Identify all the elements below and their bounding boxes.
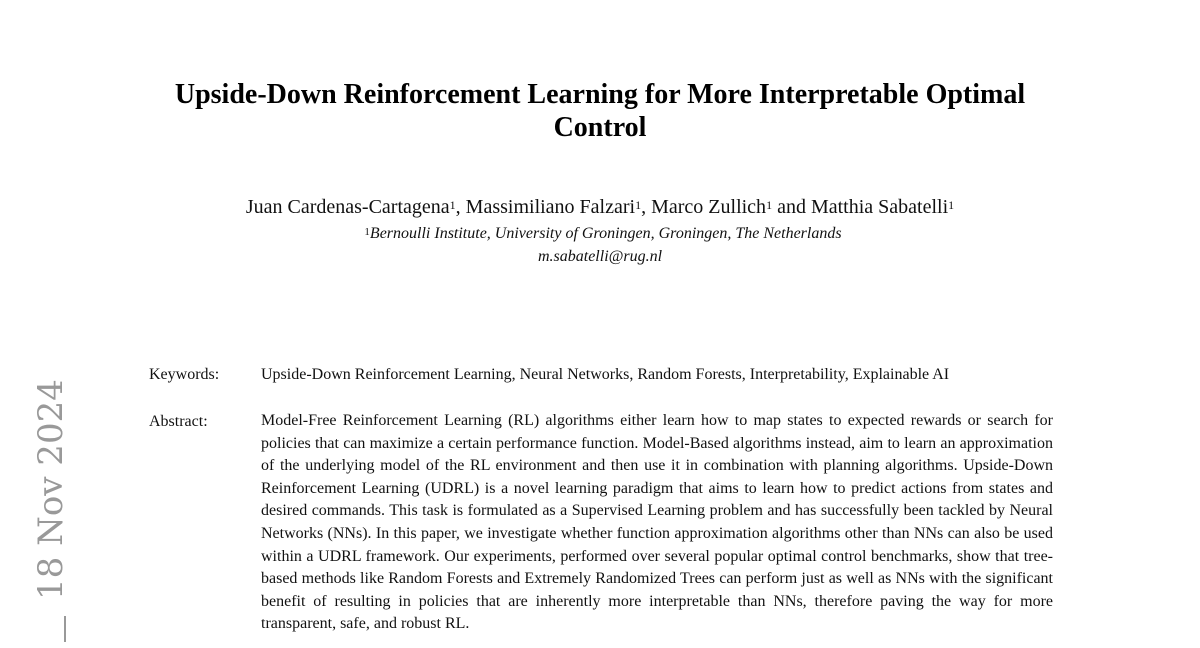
author-name: Massimiliano Falzari	[465, 196, 636, 218]
author-list	[150, 195, 1050, 219]
keywords-text: Upside-Down Reinforcement Learning, Neural Networks, Random Forests, Interpretability, Explainable AI	[261, 366, 950, 383]
keywords-label: Keywords:	[149, 366, 220, 383]
affiliation-mark: 1	[635, 198, 642, 212]
affiliation-text: Bernoulli Institute, University of Groningen, Groningen, The Netherlands	[369, 225, 842, 242]
author-name: Matthia Sabatelli	[810, 196, 949, 218]
affiliation-mark: 1	[364, 226, 370, 238]
affiliation-mark: 1	[449, 198, 456, 212]
author-separator: ,	[455, 196, 466, 218]
arxiv-date: 18 Nov 2024	[31, 379, 71, 600]
author-name: Marco Zullich	[651, 196, 767, 218]
affiliation	[150, 224, 1056, 244]
author-name: Juan Cardenas-Cartagena	[245, 196, 450, 218]
abstract-text: Model-Free Reinforcement Learning (RL) algorithms either learn how to map states to expected rewards or search for policies that can maximize a certain performance function. Model-Based algorithms instead, aim to learn an approximation of the underlying model of the RL environment and then use it in combination with planning algorithms. Upside-Down Reinforcement Learning (UDRL) is a novel learning paradigm that aims to learn how to predict actions from states and desired commands. This task is formulated as a Supervised Learning problem and has successfully been tackled by Neural Networks (NNs). In this paper, we investigate whether function approximation algorithms other than NNs can also be used within a UDRL framework. Our experiments, performed over several popular optimal control benchmarks, show that tree-based methods like Random Forests and Extremely Randomized Trees can perform just as well as NNs with the significant benefit of resulting in policies that are inherently more interpretable than NNs, therefore paving the way for more transparent, safe, and robust RL.	[261, 412, 1053, 633]
affiliation-mark: 1	[948, 198, 955, 212]
paper-title: Upside-Down Reinforcement Learning for More Interpretable Optimal Control	[174, 79, 1026, 143]
affiliation-mark: 1	[766, 198, 773, 212]
author-separator: and	[772, 196, 811, 218]
abstract-label: Abstract:	[149, 413, 208, 430]
author-email: m.sabatelli@rug.nl	[537, 248, 663, 265]
author-separator: ,	[641, 196, 652, 218]
stamp-divider	[64, 616, 66, 642]
